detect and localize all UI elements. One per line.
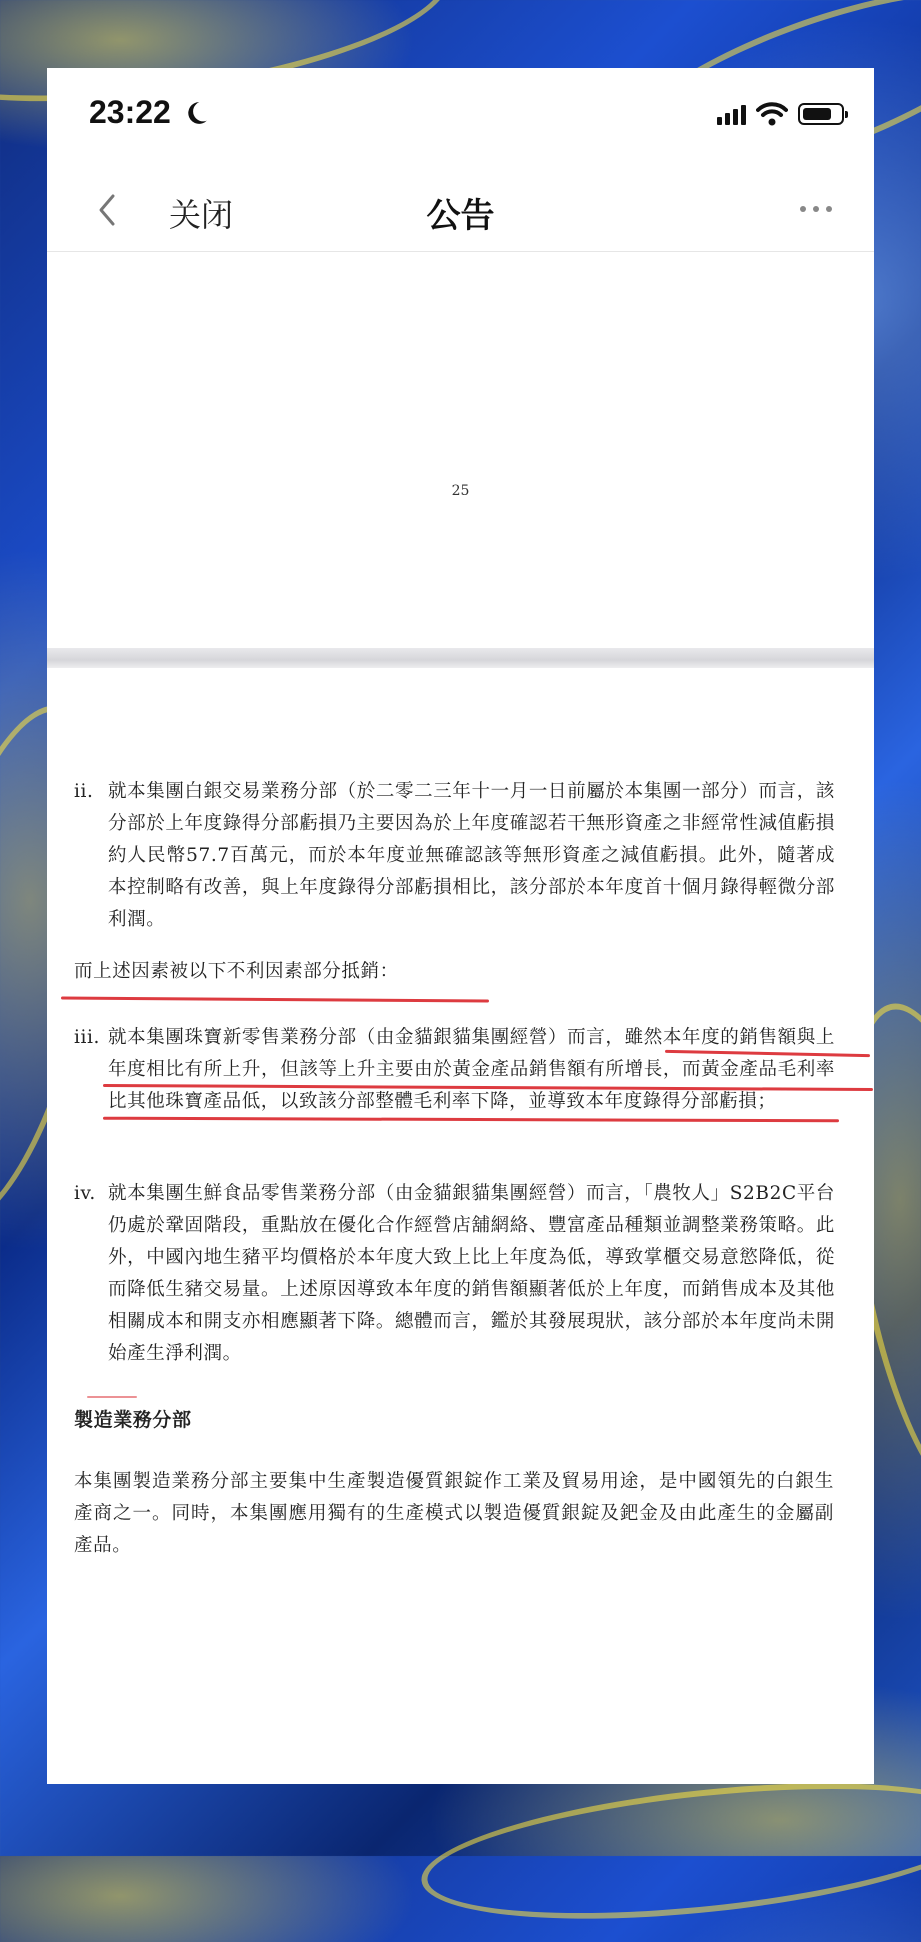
list-item [74, 1178, 834, 1378]
close-button[interactable]: 关闭 [169, 197, 234, 233]
list-item-number: ii. [74, 781, 94, 802]
section-heading: 製造業務分部 [74, 1409, 192, 1431]
status-icons [717, 102, 844, 126]
page-number: 25 [451, 483, 470, 499]
status-bar [47, 68, 874, 168]
background-swirl [415, 1760, 921, 1941]
list-item-text: 就本集團珠寶新零售業務分部（由金貓銀貓集團經營）而言，雖然本年度的銷售額與上年度相比有所上升，但該等上升主要由於黃金產品銷售額有所增長，而黃金產品毛利率比其他珠寶產品低，以致該分部整體毛利率下降，並導致本年度錄得分部虧損； [108, 1027, 835, 1112]
offset-sentence: 而上述因素被以下不利因素部分抵銷： [74, 961, 399, 982]
list-item-text: 就本集團白銀交易業務分部（於二零二三年十一月一日前屬於本集團一部分）而言，該分部於上年度錄得分部虧損乃主要因為於上年度確認若干無形資產之非經常性減值虧損約人民幣57.7百萬元，而於本年度並無確認該等無形資產之減值虧損。此外，隨著成本控制略有改善，與上年度錄得分部虧損相比，該分部於本年度首十個月錄得輕微分部利潤。 [108, 781, 835, 930]
document-viewer[interactable] [47, 252, 874, 1784]
battery-icon [798, 103, 844, 125]
section-paragraph: 本集團製造業務分部主要集中生產製造優質銀錠作工業及貿易用途，是中國領先的白銀生產商之一。同時，本集團應用獨有的生產模式以製造優質銀錠及鈀金及由此產生的金屬副產品。 [74, 1471, 834, 1556]
moon-icon [183, 100, 209, 126]
list-item-text: 就本集團生鮮食品零售業務分部（由金貓銀貓集團經營）而言，「農牧人」S2B2C平台仍處於鞏固階段，重點放在優化合作經營店舖網絡、豐富產品種類並調整業務策略。此外，中國內地生豬平均價格於本年度大致上比上年度為低，導致掌櫃交易意慾降低，從而降低生豬交易量。上述原因導致本年度的銷售額顯著低於上年度，而銷售成本及其他相關成本和開支亦相應顯著下降。總體而言，鑑於其發展現狀，該分部於本年度尚未開始產生淨利潤。 [108, 1183, 835, 1364]
annotation-underline [87, 1396, 137, 1398]
list-item-number: iii. [74, 1027, 101, 1048]
phone-screen [47, 68, 874, 1784]
page-separator [47, 648, 874, 668]
list-item-number: iv. [74, 1183, 96, 1204]
back-chevron-icon[interactable] [91, 190, 121, 230]
more-options-icon[interactable] [800, 206, 832, 212]
page-title: 公告 [426, 197, 495, 235]
navigation-bar [47, 168, 874, 252]
cellular-signal-icon [717, 103, 746, 125]
status-time: 23:22 [89, 94, 171, 130]
annotation-underline [61, 997, 489, 1003]
wifi-icon [756, 102, 788, 126]
list-item [74, 776, 834, 936]
